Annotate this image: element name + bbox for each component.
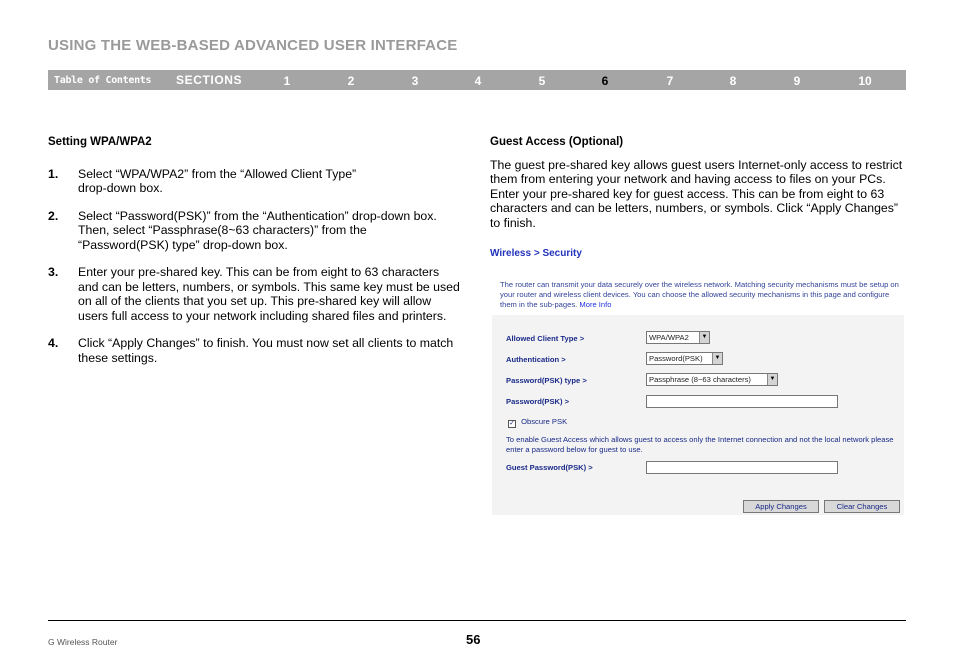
obscure-psk-row: [508, 417, 567, 428]
section-link-8[interactable]: 8: [729, 74, 737, 88]
authentication-label: Authentication >: [506, 355, 566, 364]
step-4: [48, 336, 463, 365]
psk-input[interactable]: [646, 395, 838, 408]
chevron-down-icon: ▼: [699, 332, 709, 343]
step-3: [48, 265, 463, 323]
table-of-contents-link[interactable]: Table of Contents: [54, 75, 152, 86]
router-security-screenshot: [490, 243, 906, 515]
psk-label: Password(PSK) >: [506, 397, 570, 406]
step-1: [48, 167, 463, 196]
security-settings-panel: [492, 315, 904, 515]
guest-access-text: The guest pre-shared key allows guest users Internet-only access to restrict them from entering your network and having access to files on your PCs. Enter your pre-shared key for guest access. This can be from eight to 63 characters and can be letters, numbers, or symbols. Click “Apply Changes” to finish.: [490, 157, 903, 230]
guest-psk-label: Guest Password(PSK) >: [506, 463, 593, 472]
authentication-select[interactable]: [646, 352, 723, 365]
guest-access-heading: Guest Access (Optional): [490, 136, 624, 148]
section-link-6-active[interactable]: 6: [601, 74, 609, 88]
clear-changes-button[interactable]: Clear Changes: [824, 500, 900, 513]
section-link-1[interactable]: 1: [283, 74, 291, 88]
allowed-client-type-select[interactable]: [646, 331, 710, 344]
left-column: [48, 135, 463, 365]
step-text: Select “WPA/WPA2” from the “Allowed Client Type” drop-down box.: [78, 166, 357, 195]
wpa-heading: Setting WPA/WPA2: [48, 136, 152, 148]
footer-product-name: G Wireless Router: [48, 637, 118, 647]
section-link-7[interactable]: 7: [666, 74, 674, 88]
psk-type-label: Password(PSK) type >: [506, 376, 587, 385]
page-number: 56: [466, 632, 481, 647]
allowed-client-type-value: WPA/WPA2: [649, 333, 689, 342]
step-2: [48, 209, 463, 253]
security-description-text: The router can transmit your data securely over the wireless network. Matching security mechanisms must be setup on your router and wireless client devices. You can choose the allowed security mechanisms in this page and configure them in the sub-pages.: [500, 280, 899, 309]
obscure-psk-label: Obscure PSK: [521, 417, 568, 426]
section-link-2[interactable]: 2: [347, 74, 355, 88]
step-number: 2.: [48, 208, 59, 223]
footer-divider: [48, 620, 906, 621]
section-link-9[interactable]: 9: [793, 74, 801, 88]
right-column: [490, 135, 906, 230]
section-link-3[interactable]: 3: [411, 74, 419, 88]
step-number: 1.: [48, 166, 59, 181]
chevron-down-icon: ▼: [767, 374, 777, 385]
psk-type-value: Passphrase (8~63 characters): [649, 375, 751, 384]
apply-changes-button[interactable]: Apply Changes: [743, 500, 819, 513]
more-info-link[interactable]: More Info: [579, 300, 612, 309]
section-link-5[interactable]: 5: [538, 74, 546, 88]
section-nav-bar: [48, 70, 906, 90]
sections-label: SECTIONS: [176, 73, 243, 87]
security-description: [500, 280, 904, 310]
authentication-value: Password(PSK): [649, 354, 703, 363]
step-text: Select “Password(PSK)” from the “Authentication” drop-down box. Then, select “Passphrase(8~63 characters)” from the “Password(PSK) type” drop-down box.: [78, 208, 437, 252]
obscure-psk-checkbox[interactable]: ✓: [509, 420, 515, 427]
guest-access-note: To enable Guest Access which allows guest to access only the Internet connection and not the local network please enter a password below for guest to use.: [506, 435, 894, 454]
step-number: 3.: [48, 265, 59, 279]
guest-psk-input[interactable]: [646, 461, 838, 474]
psk-type-select[interactable]: [646, 373, 778, 386]
chevron-down-icon: ▼: [712, 353, 722, 364]
page-header-title: USING THE WEB-BASED ADVANCED USER INTERFACE: [48, 37, 458, 54]
section-link-10[interactable]: 10: [858, 74, 872, 88]
step-text: Click “Apply Changes” to finish. You must now set all clients to match these settings.: [78, 336, 454, 365]
breadcrumb: Wireless > Security: [490, 248, 582, 259]
step-number: 4.: [48, 336, 59, 350]
section-link-4[interactable]: 4: [474, 74, 482, 88]
allowed-client-type-label: Allowed Client Type >: [506, 334, 585, 343]
step-text: Enter your pre-shared key. This can be from eight to 63 characters and can be letters, numbers, or symbols. This same key must be used on all of the clients that you set up. This pre-shared key will allow users full access to your network including shared files and printers.: [78, 265, 460, 323]
